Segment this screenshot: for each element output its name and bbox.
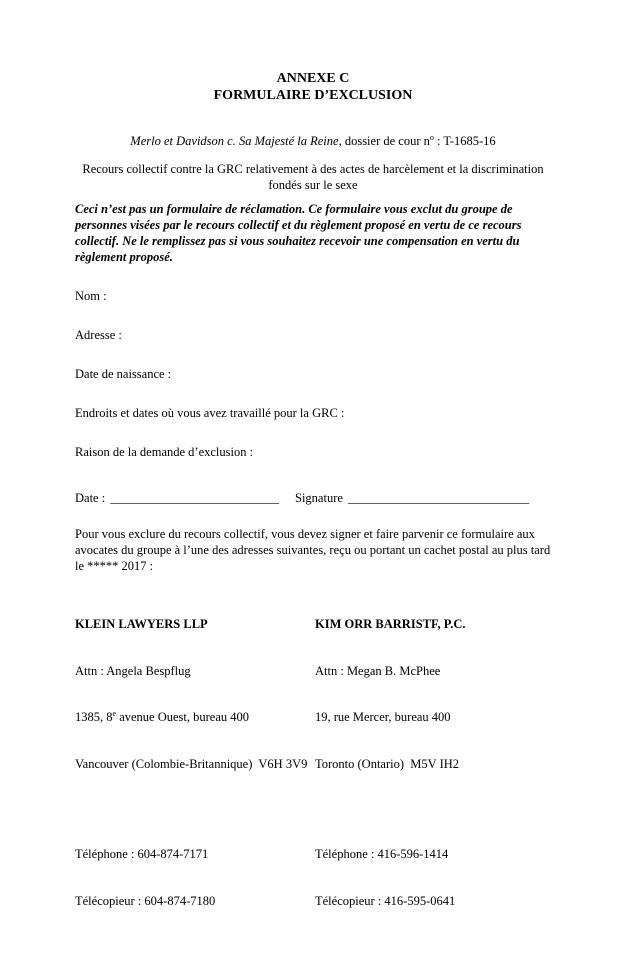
exclusion-notice: Ceci n’est pas un formulaire de réclamation. Ce formulaire vous exclut du groupe de personnes visées par le recours collectif et du règlement proposé en vertu de ce recours collectif. Ne le remplissez pas si vous souhaitez recevoir une compensation en vertu du règlement proposé. [75, 202, 522, 264]
date-line [75, 490, 295, 506]
street-text-rest: avenue Ouest, bureau 400 [116, 710, 250, 724]
firm-contact [315, 816, 551, 940]
field-label-name: Nom : [75, 289, 107, 303]
annex-title: ANNEXE C [276, 71, 350, 86]
docket-superscript: o [429, 132, 434, 142]
firm-street [75, 710, 315, 726]
street-text: 1385, 8 [75, 710, 113, 724]
street-text: 19, rue Mercer, bureau 400 [315, 710, 451, 724]
firm-attn: Attn : Megan B. McPhee [315, 663, 441, 678]
signature-fill-line: _____________________________ [347, 491, 530, 505]
address-klein-lawyers [75, 586, 315, 971]
submission-instructions: Pour vous exclure du recours collectif, vous devez signer et faire parvenir ce formulaire aux avocates du groupe à l’une des adresses suivantes, reçu ou portant un cachet postal au plus tard le ***** 2017 : [75, 527, 551, 573]
firm-name: KIM ORR BARRISTF, P.C. [315, 617, 466, 631]
case-name: Merlo et Davidson c. Sa Majesté la Reine [130, 134, 339, 148]
field-label-exclusion-reason: Raison de la demande d’exclusion : [75, 445, 254, 459]
case-citation [75, 133, 551, 149]
field-label-birthdate: Date de naissance : [75, 367, 172, 381]
form-title: FORMULAIRE D’EXCLUSION [213, 88, 413, 103]
signature-label: Signature [295, 491, 343, 505]
class-action-subject: Recours collectif contre la GRC relativement à des actes de harcèlement et la discrimination fondés sur le sexe [82, 162, 544, 192]
field-label-work-locations: Endroits et dates où vous avez travaillé pour la GRC : [75, 406, 345, 420]
date-label: Date : [75, 491, 106, 505]
document-heading [75, 70, 551, 104]
date-fill-line: ___________________________ [110, 491, 279, 505]
firm-contact [75, 816, 315, 940]
docket-number: : T-1685-16 [433, 134, 496, 148]
firm-city: Toronto (Ontario) M5V IH2 [315, 756, 460, 771]
firm-fax: Télécopieur : 604-874-7180 [75, 893, 216, 908]
street-superscript: e [112, 708, 117, 718]
law-firm-addresses [75, 586, 551, 971]
firm-phone: Téléphone : 604-874-7171 [75, 847, 209, 861]
signature-line [295, 490, 529, 506]
signature-row [75, 490, 551, 506]
address-kim-orr [315, 586, 551, 971]
firm-street [315, 710, 551, 726]
firm-phone: Téléphone : 416-596-1414 [315, 847, 449, 861]
firm-fax: Télécopieur : 416-595-0641 [315, 893, 456, 908]
firm-attn: Attn : Angela Bespflug [75, 663, 191, 678]
docket-text: , dossier de cour n [338, 134, 430, 148]
firm-name: KLEIN LAWYERS LLP [75, 617, 208, 631]
field-label-address: Adresse : [75, 328, 122, 342]
firm-city: Vancouver (Colombie-Britannique) V6H 3V9 [75, 756, 308, 771]
